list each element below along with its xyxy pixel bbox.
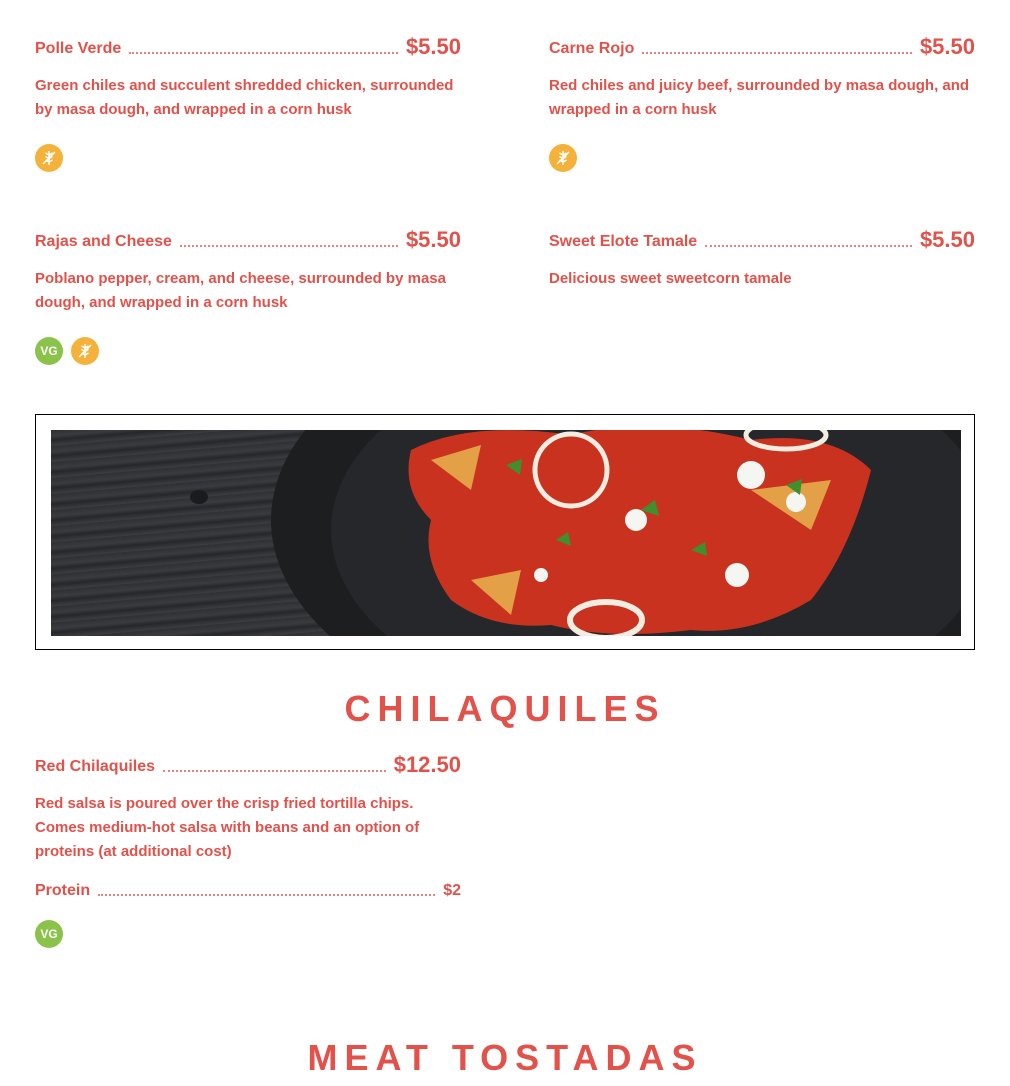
dot-leader [705, 245, 912, 247]
dot-leader [163, 770, 386, 772]
item-name: Sweet Elote Tamale [549, 233, 698, 250]
item-name: Red Chilaquiles [35, 758, 156, 775]
menu-item-carne-rojo [549, 30, 975, 172]
protein-option [35, 882, 461, 902]
menu-item-polle-verde [35, 30, 461, 172]
item-description: Red salsa is poured over the crisp fried tortilla chips. Comes medium-hot salsa with beans and an option of proteins (at additional cost) [35, 795, 420, 860]
item-name: Polle Verde [35, 40, 122, 57]
vegan-icon: VG [35, 337, 63, 365]
gluten-free-icon [71, 337, 99, 365]
vegan-icon: VG [35, 920, 63, 948]
item-name: Rajas and Cheese [35, 233, 172, 250]
item-price: $5.50 [405, 227, 461, 252]
dot-leader [180, 245, 398, 247]
section-title-meat-tostadas: MEAT TOSTADAS [307, 1037, 703, 1078]
chilaquiles-photo-frame [35, 414, 975, 650]
menu-item-red-chilaquiles [35, 748, 461, 948]
item-description: Red chiles and juicy beef, surrounded by masa dough, and wrapped in a corn husk [549, 77, 970, 118]
section-title-chilaquiles: CHILAQUILES [344, 688, 666, 729]
menu-item-sweet-elote-tamale [549, 223, 975, 291]
item-description: Poblano pepper, cream, and cheese, surrounded by masa dough, and wrapped in a corn husk [35, 270, 446, 311]
dot-leader [129, 52, 398, 54]
chilaquiles-photo [51, 430, 961, 636]
item-description: Delicious sweet sweetcorn tamale [549, 270, 792, 287]
gluten-free-icon [549, 144, 577, 172]
item-price: $12.50 [393, 752, 461, 777]
item-price: $5.50 [919, 34, 975, 59]
item-description: Green chiles and succulent shredded chicken, surrounded by masa dough, and wrapped in a corn husk [35, 77, 454, 118]
item-price: $5.50 [405, 34, 461, 59]
item-name: Carne Rojo [549, 40, 635, 57]
dot-leader [642, 52, 912, 54]
option-price: $2 [443, 882, 461, 899]
dot-leader [98, 894, 435, 896]
gluten-free-icon [35, 144, 63, 172]
option-name: Protein [35, 882, 91, 899]
item-price: $5.50 [919, 227, 975, 252]
menu-item-rajas-and-cheese [35, 223, 461, 365]
